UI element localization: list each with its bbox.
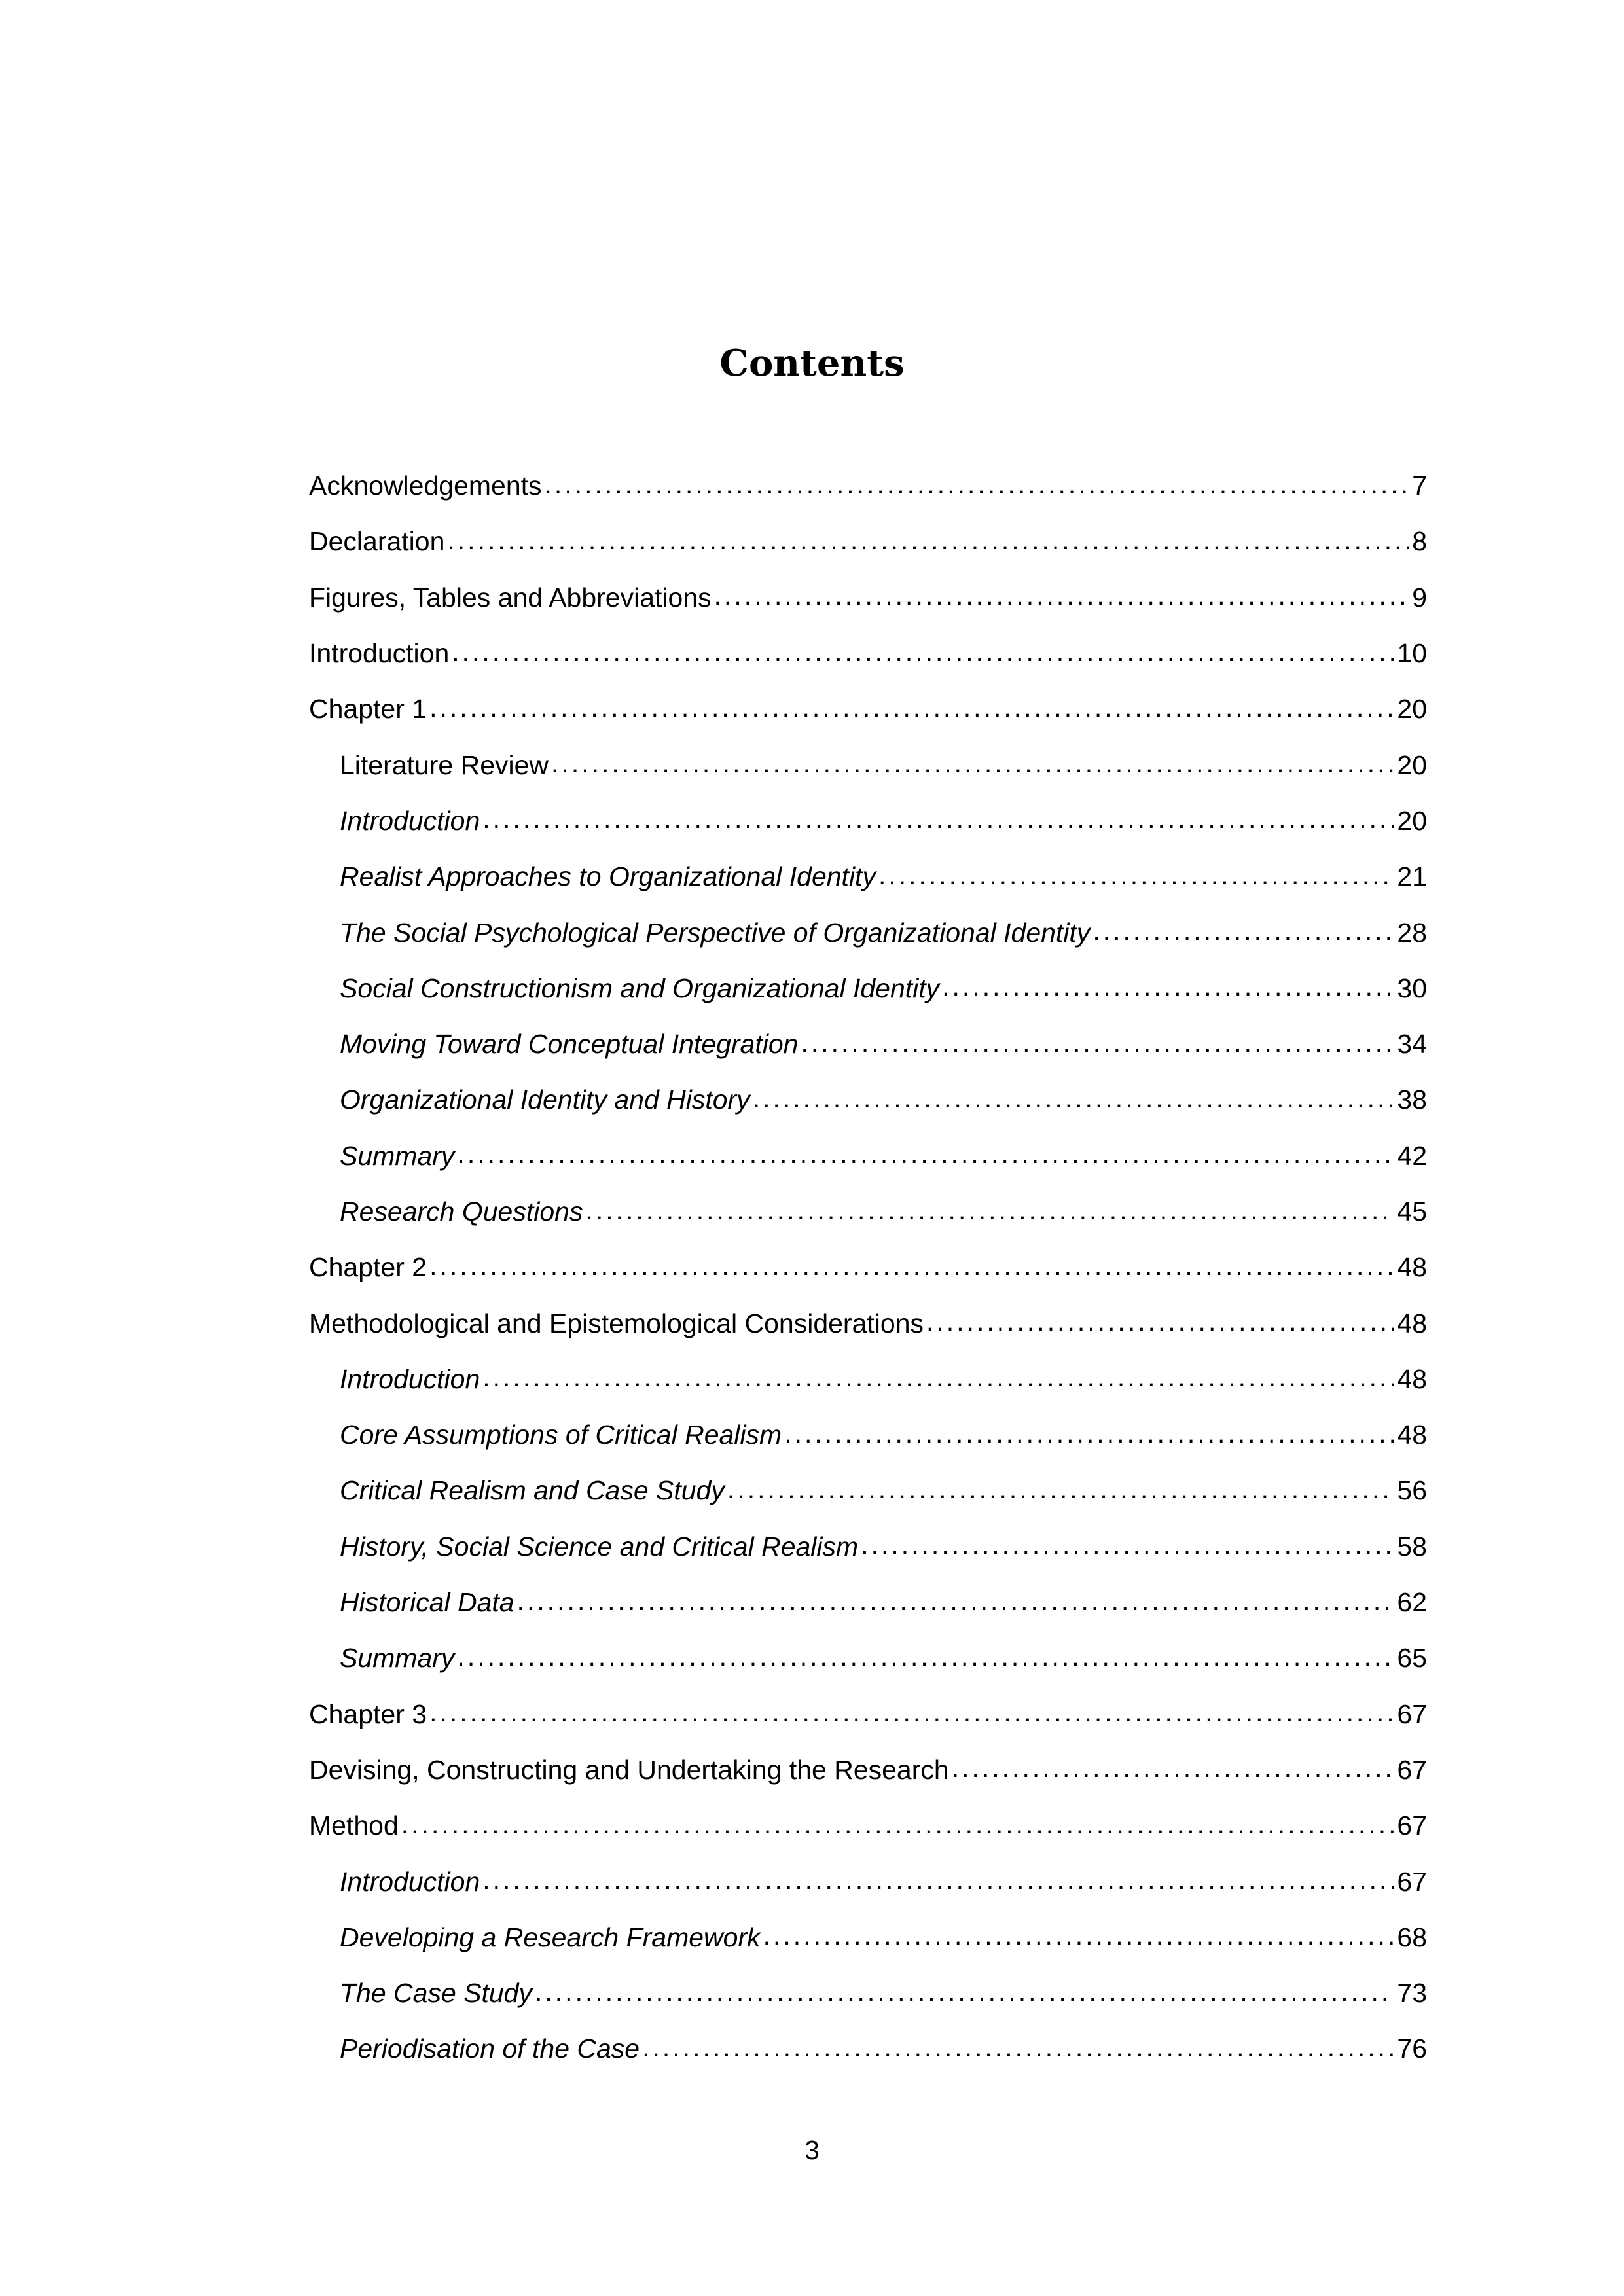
toc-entry-label: Figures, Tables and Abbreviations [309, 582, 712, 613]
toc-entry[interactable] [309, 737, 1427, 793]
toc-dot-leader [482, 1363, 1394, 1395]
toc-entry-label: Chapter 1 [309, 694, 427, 725]
toc-entry[interactable] [309, 1352, 1427, 1407]
toc-entry-label: Method [309, 1810, 399, 1841]
toc-entry-page: 34 [1397, 1029, 1427, 1060]
toc-entry-label: Devising, Constructing and Undertaking the Research [309, 1754, 949, 1785]
toc-entry[interactable] [309, 1798, 1427, 1854]
toc-entry-label: Critical Realism and Case Study [340, 1475, 725, 1506]
toc-entry-page: 56 [1397, 1475, 1427, 1506]
toc-entry-label: The Social Psychological Perspective of Organizational Identity [340, 917, 1091, 948]
toc-entry-label: Methodological and Epistemological Considerations [309, 1308, 924, 1338]
toc-entry-page: 9 [1412, 582, 1427, 613]
toc-entry-label: Introduction [340, 1866, 480, 1897]
toc-entry[interactable] [309, 1910, 1427, 1965]
toc-entry-label: Core Assumptions of Critical Realism [340, 1420, 782, 1450]
toc-entry[interactable] [309, 1295, 1427, 1351]
toc-entry-page: 48 [1397, 1420, 1427, 1450]
toc-entry-label: Periodisation of the Case [340, 2034, 640, 2064]
toc-entry-page: 20 [1397, 805, 1427, 836]
toc-entry[interactable] [309, 1630, 1427, 1686]
toc-entry[interactable] [309, 1463, 1427, 1518]
toc-dot-leader [942, 973, 1394, 1004]
toc-entry-page: 73 [1397, 1978, 1427, 2009]
toc-dot-leader [545, 471, 1410, 502]
toc-dot-leader [457, 1140, 1394, 1172]
toc-entry[interactable] [309, 1575, 1427, 1630]
page-title: Contents [719, 342, 905, 385]
toc-entry[interactable] [309, 961, 1427, 1016]
toc-entry-label: Literature Review [340, 749, 549, 780]
toc-entry-label: Historical Data [340, 1587, 514, 1618]
toc-entry-page: 48 [1397, 1252, 1427, 1283]
toc-dot-leader [447, 526, 1409, 558]
toc-dot-leader [727, 1475, 1394, 1507]
toc-entry-label: The Case Study [340, 1978, 532, 2009]
toc-entry-page: 58 [1397, 1531, 1427, 1562]
toc-entry-label: Summary [340, 1643, 455, 1674]
toc-entry-label: History, Social Science and Critical Realism [340, 1531, 859, 1562]
toc-entry-label: Research Questions [340, 1196, 583, 1227]
toc-dot-leader [429, 1698, 1394, 1730]
toc-entry-page: 76 [1397, 2034, 1427, 2064]
toc-dot-leader [429, 694, 1394, 725]
toc-dot-leader [585, 1196, 1394, 1228]
toc-entry-label: Introduction [340, 805, 480, 836]
toc-entry-label: Summary [340, 1140, 455, 1171]
toc-entry-label: Realist Approaches to Organizational Identity [340, 861, 876, 892]
toc-dot-leader [763, 1922, 1395, 1953]
toc-dot-leader [714, 582, 1410, 613]
toc-entry[interactable] [309, 514, 1427, 569]
toc-entry[interactable] [309, 681, 1427, 737]
toc-dot-leader [784, 1420, 1394, 1451]
toc-entry-label: Declaration [309, 526, 445, 557]
toc-entry-page: 38 [1397, 1085, 1427, 1115]
toc-dot-leader [926, 1308, 1394, 1339]
toc-entry[interactable] [309, 1519, 1427, 1575]
toc-dot-leader [753, 1085, 1395, 1116]
toc-entry-label: Introduction [309, 638, 450, 669]
toc-entry[interactable] [309, 905, 1427, 960]
table-of-contents [309, 458, 1427, 2077]
toc-entry[interactable] [309, 626, 1427, 681]
toc-dot-leader [401, 1810, 1395, 1842]
toc-entry-page: 10 [1397, 638, 1427, 669]
toc-entry-label: Acknowledgements [309, 471, 542, 501]
toc-dot-leader [801, 1029, 1394, 1060]
toc-dot-leader [551, 749, 1394, 781]
toc-dot-leader [457, 1643, 1394, 1674]
toc-entry-page: 45 [1397, 1196, 1427, 1227]
toc-dot-leader [642, 2034, 1394, 2065]
toc-dot-leader [1092, 917, 1394, 948]
toc-entry-label: Moving Toward Conceptual Integration [340, 1029, 799, 1060]
toc-entry-page: 8 [1412, 526, 1427, 557]
toc-dot-leader [861, 1531, 1394, 1562]
toc-dot-leader [535, 1978, 1394, 2009]
toc-entry-page: 67 [1397, 1810, 1427, 1841]
toc-entry-label: Developing a Research Framework [340, 1922, 761, 1952]
toc-entry-page: 20 [1397, 694, 1427, 725]
toc-entry[interactable] [309, 1016, 1427, 1072]
toc-entry-page: 48 [1397, 1308, 1427, 1338]
toc-dot-leader [517, 1587, 1395, 1619]
toc-entry-page: 62 [1397, 1587, 1427, 1618]
toc-dot-leader [452, 638, 1394, 670]
toc-entry[interactable] [309, 793, 1427, 849]
toc-entry-label: Chapter 3 [309, 1698, 427, 1729]
toc-entry[interactable] [309, 1072, 1427, 1128]
toc-dot-leader [878, 861, 1394, 893]
toc-entry-page: 67 [1397, 1698, 1427, 1729]
toc-entry[interactable] [309, 1128, 1427, 1184]
toc-entry-page: 65 [1397, 1643, 1427, 1674]
toc-entry-page: 20 [1397, 749, 1427, 780]
toc-entry-page: 28 [1397, 917, 1427, 948]
toc-entry-label: Chapter 2 [309, 1252, 427, 1283]
toc-entry[interactable] [309, 570, 1427, 626]
toc-entry-label: Social Constructionism and Organizational Identity [340, 973, 940, 1003]
toc-entry-label: Organizational Identity and History [340, 1085, 750, 1115]
toc-entry-page: 67 [1397, 1754, 1427, 1785]
toc-entry[interactable] [309, 1240, 1427, 1295]
toc-entry[interactable] [309, 1687, 1427, 1742]
toc-entry-page: 67 [1397, 1866, 1427, 1897]
toc-entry[interactable] [309, 849, 1427, 905]
toc-dot-leader [482, 805, 1394, 836]
page-number: 3 [804, 2135, 820, 2165]
toc-entry-page: 48 [1397, 1363, 1427, 1394]
toc-entry-page: 7 [1412, 471, 1427, 501]
toc-entry-page: 42 [1397, 1140, 1427, 1171]
toc-entry[interactable] [309, 1742, 1427, 1798]
toc-entry-page: 30 [1397, 973, 1427, 1003]
toc-entry[interactable] [309, 1854, 1427, 1909]
toc-entry[interactable] [309, 1407, 1427, 1463]
toc-dot-leader [952, 1754, 1395, 1785]
toc-entry-page: 21 [1397, 861, 1427, 892]
toc-entry[interactable] [309, 458, 1427, 514]
toc-entry-label: Introduction [340, 1363, 480, 1394]
toc-entry-page: 68 [1397, 1922, 1427, 1952]
toc-dot-leader [482, 1866, 1394, 1897]
toc-entry[interactable] [309, 1184, 1427, 1240]
toc-dot-leader [429, 1252, 1394, 1283]
toc-entry[interactable] [309, 2021, 1427, 2077]
toc-entry[interactable] [309, 1965, 1427, 2021]
